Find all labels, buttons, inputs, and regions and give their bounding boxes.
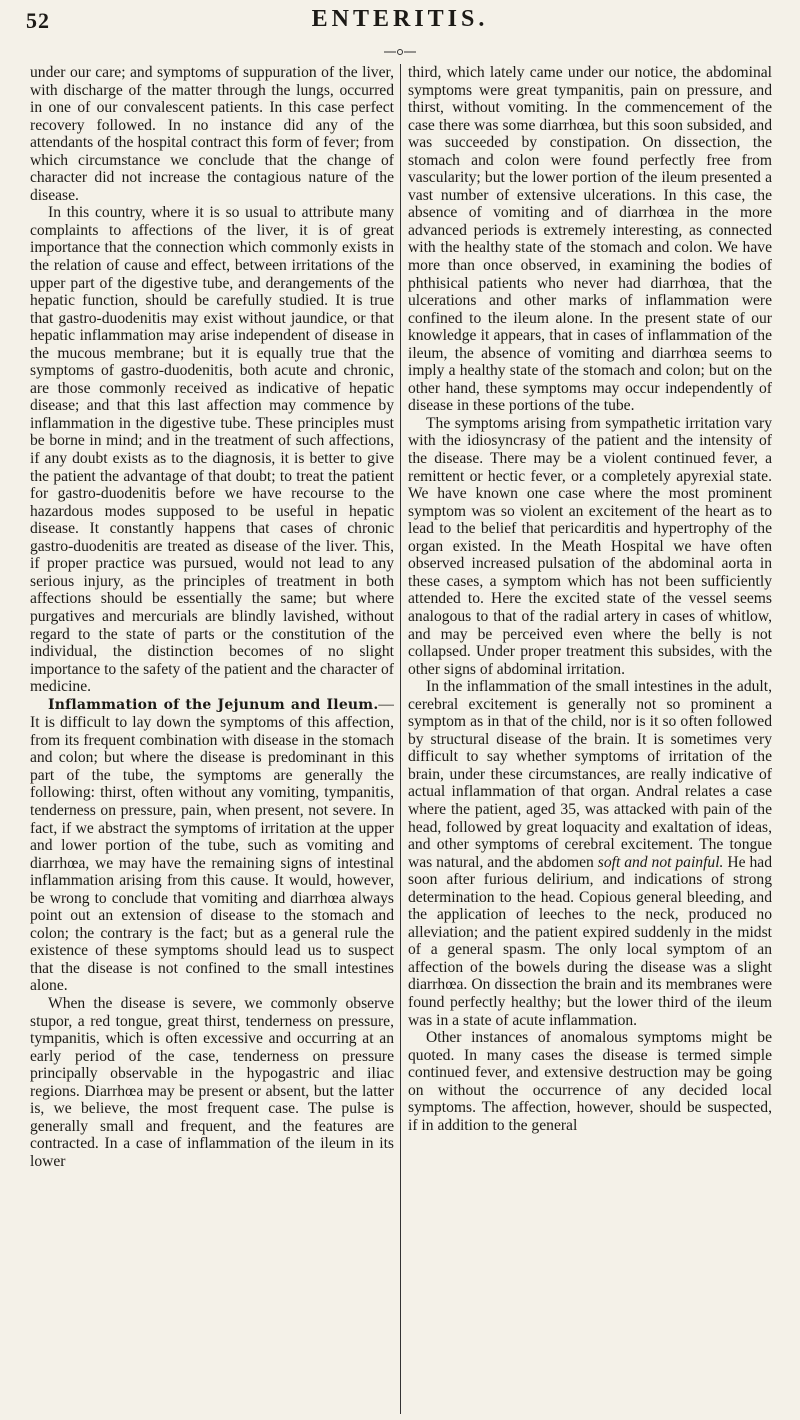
column-divider [400, 64, 401, 1414]
paragraph: In this country, where it is so usual to attribute many complaints to affections of the liver, it is of great importance that the connection which commonly exists in the relation of cause and effect, between irritations of the upper part of the digestive tube, and derangements of the hepatic function, should be carefully studied. It is true that gastro-duodenitis may exist without jaundice, or that hepatic inflammation may arise independent of disease in the mucous membrane; but it is equally true that the symptoms of gastro-duodenitis, both acute and chronic, are those commonly received as indicative of hepatic disease; and that this last affection may commence by inflammation in the digestive tube. These principles must be borne in mind; and in the treatment of such affections, if any doubt exists as to the diagnosis, it is better to give the patient the advantage of that doubt; to treat the patient for gastro-duodenitis before we have recourse to the hazardous modes supposed to be useful in hepatic disease. It constantly happens that cases of chronic gastro-duodenitis are treated as disease of the liver. This, if proper practice was pursued, would not lead to any serious injury, as the principles of treatment in both affections should be essentially the same; but where purgatives and mercurials are blindly lavished, without regard to the state of parts or the constitution of the individual, the distinction becomes of no slight importance to the safety of the patient and the character of medicine. [30, 204, 394, 696]
paragraph: under our care; and symptoms of suppuration of the liver, with discharge of the matter through the lungs, occurred in one of our convalescent patients. In this case perfect recovery followed. In no instance did any of the attendants of the hospital contract this form of fever; from which circumstance we conclude that the change of character did not increase the contagious nature of the disease. [30, 64, 394, 204]
page-number: 52 [26, 8, 50, 33]
right-column [408, 64, 772, 1414]
ornament-icon [382, 48, 418, 56]
running-head: ENTERITIS. [311, 6, 489, 32]
page-header [0, 0, 800, 56]
paragraph-text: He had soon after furious delirium, and indications of strong determination to the head. Copious general bleeding, and the application of leeches to the neck, produced no alleviation; and the patient expired suddenly in the midst of a general spasm. The only local symptom of an affection of the bowels during the disease was a slight diarrhœa. On dissection the brain and its membranes were found perfectly healthy; but the lower third of the ileum was in a state of acute inflammation. [408, 853, 772, 1029]
paragraph: When the disease is severe, we commonly observe stupor, a red tongue, great thirst, tenderness on pressure, tympanitis, which is often excessive and occurring at an early period of the case, tenderness on pressure principally observable in the hypogastric and iliac regions. Diarrhœa may be present or absent, but the latter is, we believe, the most frequent case. The pulse is generally small and frequent, and the features are contracted. In a case of inflammation of the ileum in its lower [30, 994, 394, 1170]
paragraph: Other instances of anomalous symptoms might be quoted. In many cases the disease is termed simple continued fever, and extensive destruction may be going on without the occurrence of any decided local symptoms. The affection, however, should be suspected, if in addition to the general [408, 1029, 772, 1134]
paragraph-body: —It is difficult to lay down the symptoms of this affection, from its frequent combination with disease in the stomach and colon; but where the disease is predominant in this part of the tube, the symptoms are generally the following: thirst, often without any vomiting, tympanitis, tenderness on pressure, pain, when present, not severe. In fact, if we abstract the symptoms of irritation at the upper and lower portion of the tube, such as vomiting and diarrhœa, we may have the remaining signs of intestinal inflammation arising from this cause. It would, however, be wrong to conclude that vomiting and diarrhœa always point out an extension of disease to the stomach and colon; the contrary is the fact; but as a general rule the existence of these symptoms should lead us to suspect that the disease is not confined to the small intestines alone. [30, 695, 394, 995]
paragraph [408, 678, 772, 1029]
emphasis: soft and not painful. [597, 853, 724, 871]
paragraph-text: In the inflammation of the small intestines in the adult, cerebral excitement is generally not so prominent a symptom as in that of the child, nor is it so often followed by structural disease of the brain. It is sometimes very difficult to say whether symptoms of irritation of the brain, under these circumstances, are really indicative of actual inflammation of that organ. Andral relates a case where the patient, aged 35, was attacked with pain of the head, followed by great loquacity and exaltation of ideas, and other symptoms of cerebral excitement. The tongue was natural, and the abdomen [408, 678, 772, 871]
paragraph: third, which lately came under our notice, the abdominal symptoms were great tympanitis, pain on pressure, and thirst, without vomiting. In the commencement of the case there was some diarrhœa, but this soon subsided, and was succeeded by constipation. On dissection, the stomach and colon were found perfectly free from vascularity; but the lower portion of the ileum presented a vast number of extensive ulcerations. In this case, the absence of vomiting and of diarrhœa in the more advanced periods is extremely interesting, as connected with the healthy state of the stomach and colon. We have more than once observed, in examining the bodies of phthisical patients who never had diarrhœa, that the ulcerations and other marks of inflammation were confined to the ileum alone. In the present state of our knowledge it appears, that in cases of inflammation of the ileum, the absence of vomiting and diarrhœa seems to imply a healthy state of the stomach and colon; but on the other hand, these symptoms may occur independently of disease in these portions of the tube. [408, 64, 772, 415]
paragraph: The symptoms arising from sympathetic irritation vary with the idiosyncrasy of the patient and the intensity of the disease. There may be a violent continued fever, a remittent or hectic fever, or a completely apyrexial state. We have known one case where the most prominent symptom was so violent an excitement of the heart as to lead to the belief that pericarditis and hypertrophy of the organ existed. In the Meath Hospital we have often observed increased pulsation of the abdominal aorta in these cases, a symptom which has not been sufficiently attended to. Here the excited state of the vessel seems analogous to that of the radial artery in cases of whitlow, and may be perceived even where the belly is not collapsed. Under proper treatment this subsides, with the other signs of abdominal irritation. [408, 414, 772, 678]
paragraph [30, 696, 394, 995]
section-heading: Inflammation of the Jejunum and Ileum. [48, 696, 379, 713]
left-column [30, 64, 394, 1414]
